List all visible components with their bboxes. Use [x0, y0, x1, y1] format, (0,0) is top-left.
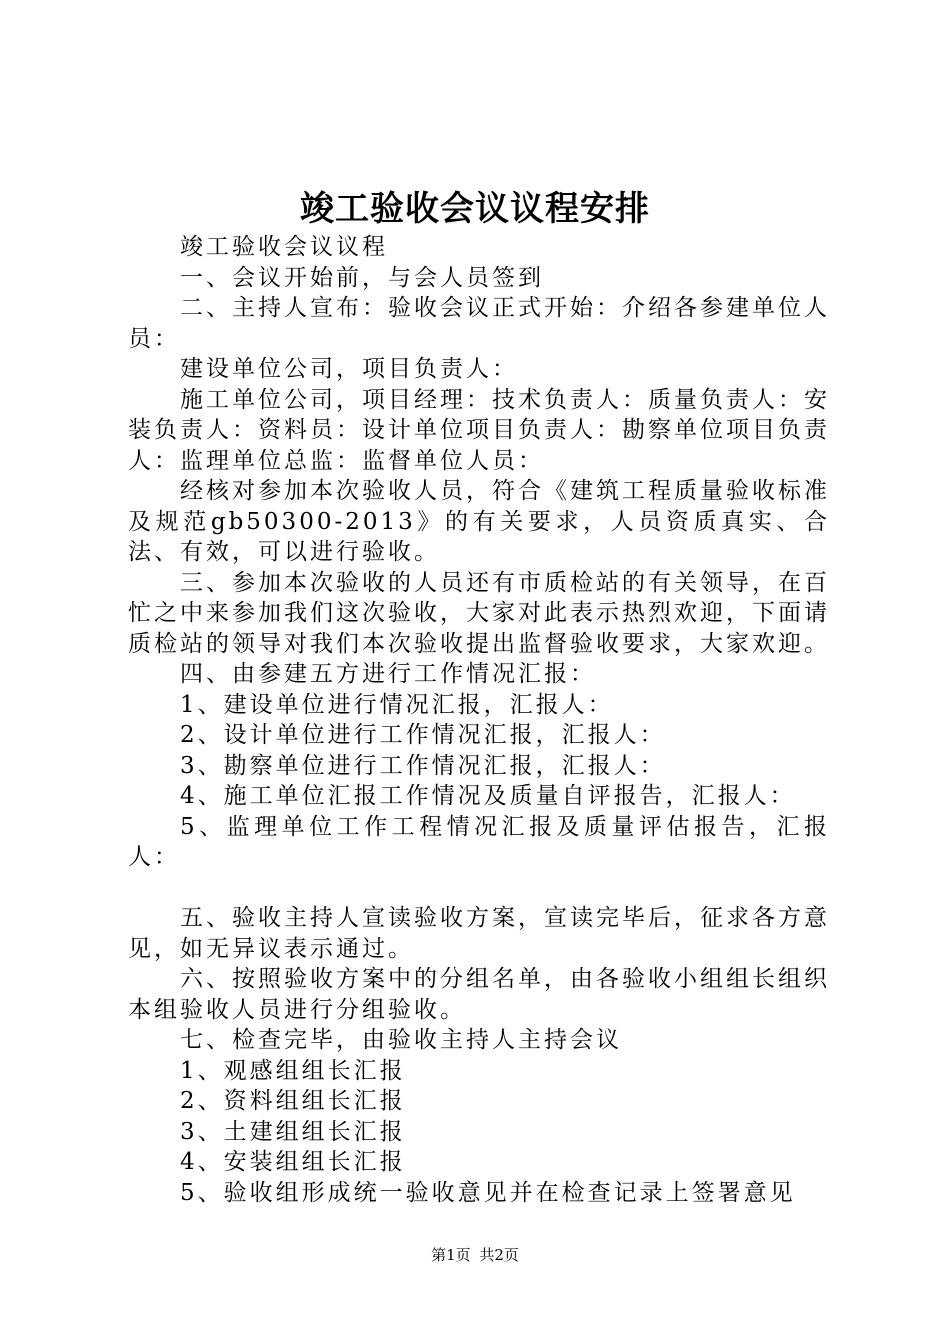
- paragraph: 经核对参加本次验收人员，符合《建筑工程质量验收标准及规范gb50300-2013》的有关要求，人员资质真实、合法、有效，可以进行验收。: [128, 478, 830, 565]
- paragraph: 一、会议开始前，与会人员签到: [180, 264, 544, 291]
- list-item: 5、验收组形成统一验收意见并在检查记录上签署意见: [180, 1179, 796, 1206]
- paragraph: 四、由参建五方进行工作情况汇报：: [180, 661, 596, 687]
- list-item: 1、建设单位进行情况汇报，汇报人：: [180, 691, 614, 718]
- page-number: 第1页: [431, 1246, 471, 1264]
- paragraph: 施工单位公司，项目经理：技术负责人：质量负责人：安装负责人：资料员：设计单位项目负责人：勘察单位项目负责人：监理单位总监：监督单位人员：: [128, 386, 830, 474]
- paragraph: 建设单位公司，项目负责人：: [180, 356, 518, 382]
- list-item: 3、勘察单位进行工作情况汇报，汇报人：: [180, 752, 666, 779]
- document-title: 竣工验收会议议程安排: [300, 189, 650, 229]
- list-item: 4、安装组组长汇报: [180, 1149, 406, 1175]
- list-item: 2、设计单位进行工作情况汇报，汇报人：: [180, 722, 666, 748]
- blank-line: [128, 873, 830, 904]
- list-item: 4、施工单位汇报工作情况及质量自评报告，汇报人：: [180, 783, 796, 809]
- list-item: 1、观感组组长汇报: [180, 1057, 406, 1084]
- page-total: 共2页: [479, 1246, 519, 1264]
- document-body: [128, 232, 830, 1208]
- paragraph: 七、检查完毕，由验收主持人主持会议: [180, 1027, 622, 1053]
- list-item: 2、资料组组长汇报: [180, 1088, 406, 1114]
- paragraph: 六、按照验收方案中的分组名单，由各验收小组组长组织本组验收人员进行分组验收。: [128, 966, 830, 1023]
- paragraph: 二、主持人宣布：验收会议正式开始：介绍各参建单位人员：: [128, 295, 830, 352]
- paragraph: 五、验收主持人宣读验收方案，宣读完毕后，征求各方意见，如无异议表示通过。: [128, 905, 830, 962]
- page-footer: [0, 1243, 950, 1267]
- paragraph: 竣工验收会议议程: [180, 234, 388, 260]
- list-item: 3、土建组组长汇报: [180, 1118, 406, 1145]
- list-item: 5、监理单位工作工程情况汇报及质量评估报告，汇报人：: [128, 813, 830, 870]
- paragraph: 三、参加本次验收的人员还有市质检站的有关领导，在百忙之中来参加我们这次验收，大家对此表示热烈欢迎，下面请质检站的领导对我们本次验收提出监督验收要求，大家欢迎。: [128, 569, 830, 657]
